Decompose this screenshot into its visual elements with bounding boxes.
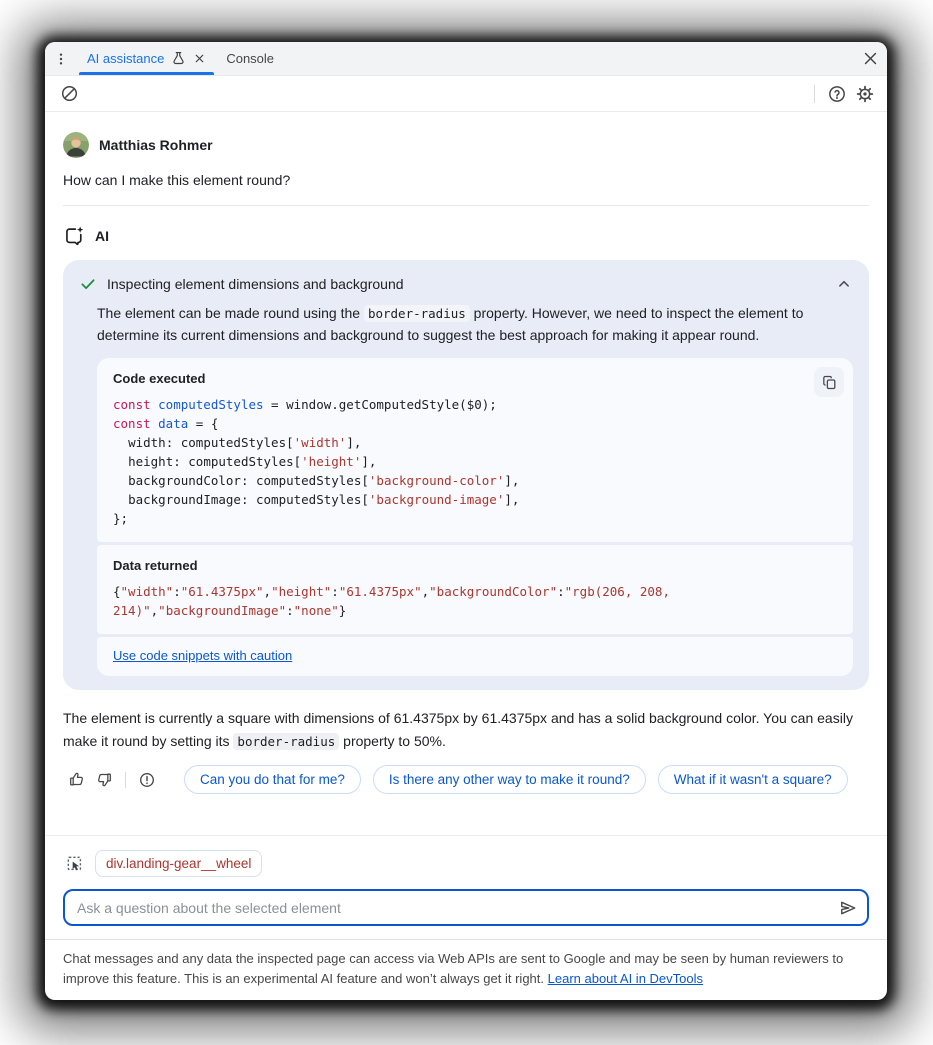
clear-chat-button[interactable] bbox=[55, 80, 83, 108]
send-icon bbox=[838, 898, 858, 918]
code-token: , bbox=[263, 584, 272, 600]
settings-button[interactable] bbox=[851, 80, 879, 108]
thumbs-down-button[interactable] bbox=[91, 767, 117, 793]
data-returned-heading: Data returned bbox=[113, 558, 198, 574]
copy-icon bbox=[821, 374, 838, 391]
code-token: : bbox=[331, 584, 339, 600]
tab-label: AI assistance bbox=[87, 51, 165, 66]
code-token: ], bbox=[504, 492, 520, 508]
code-token: "61.4375px" bbox=[338, 584, 422, 600]
feedback-row bbox=[63, 765, 869, 794]
text-segment: The element can be made round using the bbox=[97, 305, 364, 321]
code-token: const bbox=[113, 416, 159, 432]
data-returned-panel bbox=[97, 545, 853, 634]
tab-console[interactable] bbox=[216, 42, 284, 75]
code-token: } bbox=[338, 603, 347, 619]
code-token: ], bbox=[504, 473, 520, 489]
conversation-area bbox=[45, 112, 887, 835]
code-token: 'background-color' bbox=[368, 473, 505, 489]
text-segment: The element is currently a square with dimensions of 61.4375px by 61.4375px and has a solid background color. You can easily make it round by setting its bbox=[63, 710, 853, 749]
code-token: : bbox=[173, 584, 181, 600]
code-token: data bbox=[158, 416, 189, 432]
help-icon bbox=[827, 84, 847, 104]
thumbs-up-icon bbox=[68, 771, 85, 788]
code-token: 'height' bbox=[301, 454, 362, 470]
suggestion-chip[interactable]: What if it wasn't a square? bbox=[658, 765, 848, 794]
suggestion-chip[interactable]: Is there any other way to make it round? bbox=[373, 765, 646, 794]
ai-message-header bbox=[63, 225, 869, 247]
prompt-input-row bbox=[63, 889, 869, 926]
code-token: , bbox=[150, 603, 159, 619]
feedback-buttons bbox=[63, 767, 160, 793]
returned-data bbox=[113, 582, 837, 620]
selected-element-row bbox=[65, 850, 869, 877]
gear-icon bbox=[855, 84, 875, 104]
send-button[interactable] bbox=[833, 893, 863, 923]
chevron-up-icon[interactable] bbox=[835, 275, 853, 293]
code-token: }; bbox=[113, 511, 129, 527]
step-header[interactable] bbox=[77, 273, 855, 293]
copy-code-button[interactable] bbox=[814, 367, 844, 397]
step-body bbox=[97, 302, 853, 676]
code-token: "backgroundImage" bbox=[158, 603, 287, 619]
close-icon bbox=[862, 50, 879, 67]
inline-code: border-radius bbox=[233, 733, 339, 750]
text-segment: property to 50%. bbox=[339, 732, 446, 749]
code-token: "none" bbox=[293, 603, 339, 619]
inline-code: border-radius bbox=[364, 305, 470, 322]
prompt-input[interactable] bbox=[63, 889, 869, 926]
report-icon bbox=[138, 771, 156, 789]
user-name: Matthias Rohmer bbox=[99, 137, 213, 153]
code-executed-panel bbox=[97, 358, 853, 542]
text-segment: property. However, we need to inspect the element to determine its current dimensions and background to suggest the best approach for making it appear round. bbox=[97, 305, 804, 344]
ai-answer bbox=[63, 707, 869, 752]
thumbs-up-button[interactable] bbox=[63, 767, 89, 793]
help-button[interactable] bbox=[823, 80, 851, 108]
panel-toolbar bbox=[45, 76, 887, 112]
agent-step-card bbox=[63, 260, 869, 690]
code-token: : bbox=[557, 584, 565, 600]
kebab-menu-icon bbox=[53, 51, 69, 67]
ai-spark-icon bbox=[63, 225, 85, 247]
block-icon bbox=[60, 84, 79, 103]
learn-about-ai-link[interactable]: Learn about AI in DevTools bbox=[547, 970, 704, 986]
code-caution-link[interactable]: Use code snippets with caution bbox=[113, 648, 293, 664]
user-message-header bbox=[63, 132, 869, 158]
code-token: ], bbox=[361, 454, 377, 470]
tab-close-icon[interactable] bbox=[193, 52, 206, 65]
tab-strip-spacer bbox=[284, 42, 853, 75]
tab-ai-assistance[interactable] bbox=[77, 42, 216, 75]
devtools-ai-assistance-panel bbox=[45, 42, 887, 1000]
code-token: : bbox=[286, 603, 294, 619]
code-token: backgroundColor: computedStyles[ bbox=[113, 473, 369, 489]
disclaimer-text: Chat messages and any data the inspected page can access via Web APIs are sent to Google and may be seen by human reviewers to improve this feature. This is an experimental AI feature and won’t always get it right. bbox=[63, 951, 844, 986]
disclaimer bbox=[45, 939, 887, 1000]
close-panel-button[interactable] bbox=[853, 42, 887, 75]
more-tabs-menu-button[interactable] bbox=[45, 42, 77, 75]
suggestion-chips bbox=[184, 765, 869, 794]
code-token: = { bbox=[188, 416, 219, 432]
code-token: backgroundImage: computedStyles[ bbox=[113, 492, 369, 508]
code-executed-heading: Code executed bbox=[113, 371, 206, 387]
tab-strip bbox=[45, 42, 887, 76]
suggestion-chip[interactable]: Can you do that for me? bbox=[184, 765, 361, 794]
code-token: computedStyles bbox=[158, 397, 264, 413]
report-button[interactable] bbox=[134, 767, 160, 793]
step-panels bbox=[97, 358, 853, 676]
ai-label: AI bbox=[95, 228, 109, 244]
code-token: ], bbox=[346, 435, 362, 451]
tab-label: Console bbox=[226, 51, 275, 66]
code-token: "width" bbox=[120, 584, 174, 600]
code-token: "height" bbox=[271, 584, 332, 600]
code-token: "61.4375px" bbox=[180, 584, 264, 600]
code-token: "backgroundColor" bbox=[429, 584, 558, 600]
code-token: 'width' bbox=[293, 435, 347, 451]
user-message-text: How can I make this element round? bbox=[63, 172, 291, 188]
step-title: Inspecting element dimensions and background bbox=[107, 276, 404, 292]
experiment-flask-icon bbox=[171, 51, 186, 66]
avatar bbox=[63, 132, 89, 158]
feedback-divider bbox=[125, 772, 126, 788]
selected-element-chip[interactable]: div.landing-gear__wheel bbox=[95, 850, 262, 877]
code-token: 'background-image' bbox=[368, 492, 505, 508]
composer bbox=[45, 835, 887, 939]
check-icon bbox=[79, 275, 97, 293]
code-token: height: computedStyles[ bbox=[113, 454, 302, 470]
message-divider bbox=[63, 205, 869, 206]
caution-panel bbox=[97, 637, 853, 676]
toolbar-divider bbox=[814, 85, 815, 103]
code-token: "rgb(206, 208, 214)" bbox=[113, 584, 678, 619]
inspect-element-icon bbox=[65, 854, 85, 874]
code-token: , bbox=[421, 584, 430, 600]
code-token: const bbox=[113, 397, 159, 413]
code-token: = window.getComputedStyle($0); bbox=[263, 397, 497, 413]
step-description bbox=[97, 302, 851, 346]
code-token: width: computedStyles[ bbox=[113, 435, 294, 451]
thumbs-down-icon bbox=[96, 771, 113, 788]
executed-code bbox=[113, 395, 837, 528]
code-token: { bbox=[113, 584, 121, 600]
